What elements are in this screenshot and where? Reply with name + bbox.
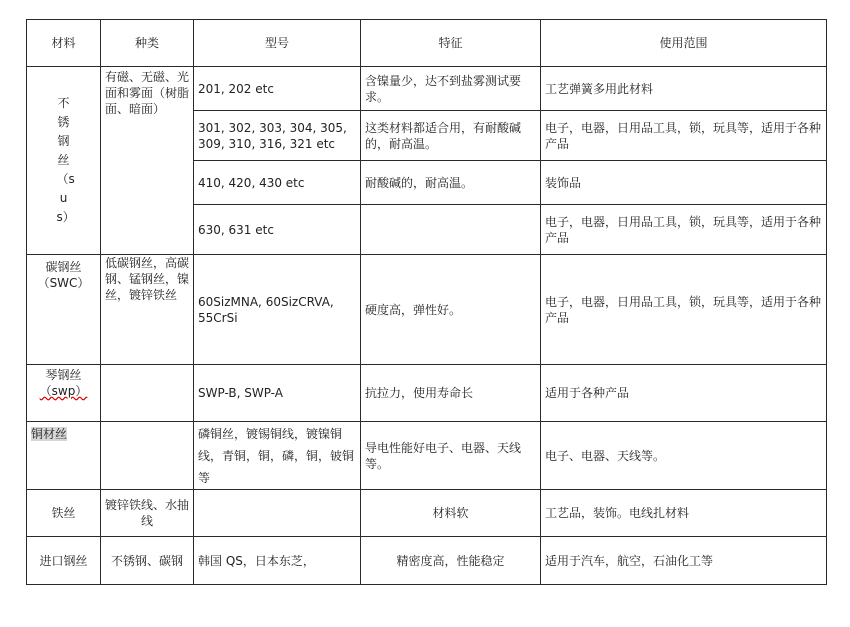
cell-usage: 电子，电器，日用品工具，锁，玩具等，适用于各种产品 (541, 255, 827, 365)
cell-kind: 镀锌铁线、水抽线 (101, 490, 194, 537)
header-material: 材料 (27, 20, 101, 67)
cell-usage: 装饰品 (541, 161, 827, 205)
material-text: 铜材丝 (31, 427, 68, 441)
cell-model: 磷铜丝，镀锡铜线，镀镍铜线，青铜，铜，磷，铜，铍铜等 (194, 422, 361, 490)
spec-table (26, 19, 827, 585)
table-row (27, 537, 827, 585)
cell-usage: 电子，电器，日用品工具，锁，玩具等，适用于各种产品 (541, 205, 827, 255)
cell-material (27, 422, 101, 490)
cell-model: SWP-B, SWP-A (194, 365, 361, 422)
table-row (27, 422, 827, 490)
cell-kind (101, 365, 194, 422)
cell-usage: 电子、电器、天线等。 (541, 422, 827, 490)
header-usage: 使用范围 (541, 20, 827, 67)
cell-feature: 精密度高，性能稳定 (361, 537, 541, 585)
cell-model (194, 490, 361, 537)
cell-kind (101, 422, 194, 490)
cell-kind: 低碳钢丝，高碳钢、锰钢丝，镍丝，镀锌铁丝 (101, 255, 194, 365)
cell-feature: 材料软 (361, 490, 541, 537)
material-line: （swp） (39, 384, 88, 398)
cell-feature: 这类材料都适合用，有耐酸碱的，耐高温。 (361, 111, 541, 161)
cell-model: 301, 302, 303, 304, 305, 309, 310, 316, 321 etc (194, 111, 361, 161)
cell-feature: 抗拉力，使用寿命长 (361, 365, 541, 422)
cell-feature: 含镍量少，达不到盐雾测试要求。 (361, 67, 541, 111)
table-row (27, 365, 827, 422)
cell-feature (361, 205, 541, 255)
header-model: 型号 (194, 20, 361, 67)
cell-model: 韩国 QS，日本东芝， (194, 537, 361, 585)
cell-model: 201, 202 etc (194, 67, 361, 111)
cell-feature: 耐酸碱的，耐高温。 (361, 161, 541, 205)
cell-kind: 不锈钢、碳钢 (101, 537, 194, 585)
cell-usage: 工艺弹簧多用此材料 (541, 67, 827, 111)
material-text: 不锈钢丝（sus） (56, 96, 75, 224)
cell-material: 碳钢丝（SWC） (27, 255, 101, 365)
header-row (27, 20, 827, 67)
cell-usage: 适用于各种产品 (541, 365, 827, 422)
cell-feature: 导电性能好电子、电器、天线等。 (361, 422, 541, 490)
material-line: 琴钢丝 (45, 368, 82, 382)
cell-usage: 工艺品，装饰。电线扎材料 (541, 490, 827, 537)
header-kind: 种类 (101, 20, 194, 67)
cell-usage: 电子，电器，日用品工具，锁，玩具等，适用于各种产品 (541, 111, 827, 161)
cell-material (27, 365, 101, 422)
cell-material: 进口钢丝 (27, 537, 101, 585)
cell-material (27, 67, 101, 255)
cell-kind: 有磁、无磁、光面和雾面（树脂面、暗面） (101, 67, 194, 255)
cell-model: 630, 631 etc (194, 205, 361, 255)
cell-feature: 硬度高，弹性好。 (361, 255, 541, 365)
cell-material: 铁丝 (27, 490, 101, 537)
header-feature: 特征 (361, 20, 541, 67)
cell-model: 410, 420, 430 etc (194, 161, 361, 205)
cell-model: 60SizMNA, 60SizCRVA, 55CrSi (194, 255, 361, 365)
table-row (27, 490, 827, 537)
table-row (27, 67, 827, 111)
cell-usage: 适用于汽车，航空，石油化工等 (541, 537, 827, 585)
table-row (27, 255, 827, 365)
